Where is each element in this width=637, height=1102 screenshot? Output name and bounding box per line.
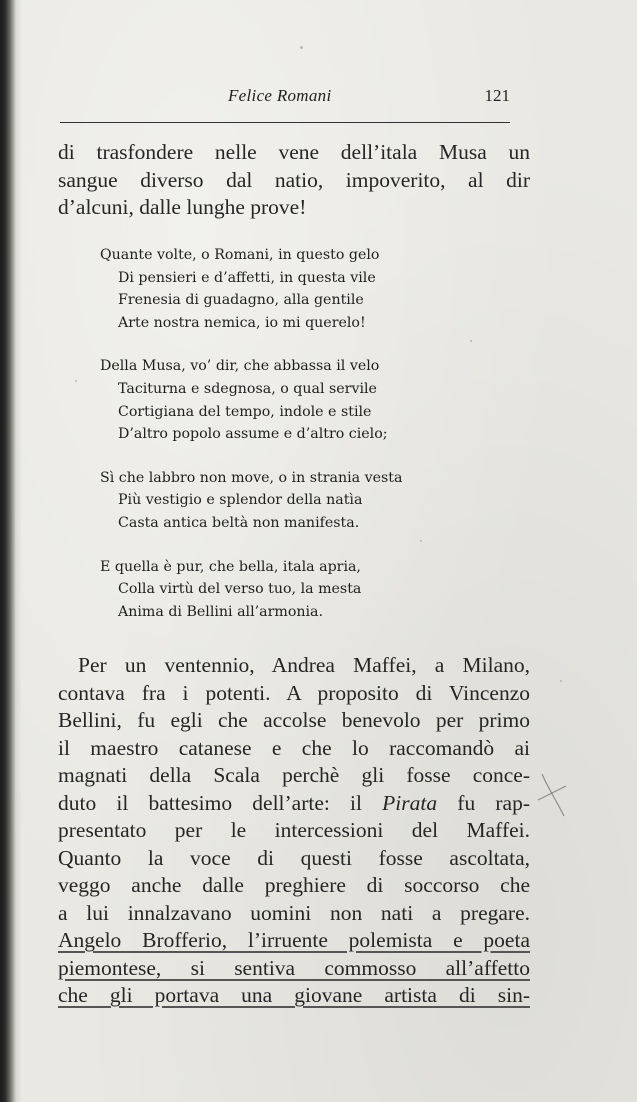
prose-line: d’alcuni, dalle lunghe prove! [58,195,307,219]
paper-speck [420,540,422,542]
verse-line: Colla virtù del verso tuo, la mesta [118,581,362,598]
verse-line: Cortigiana del tempo, indole e stile [118,403,372,420]
verse-line: Di pensieri e d’affetti, in questa vile [118,269,376,286]
verse-line: E quella è pur, che bella, itala apria, [100,558,361,575]
pencil-cross-mark-icon [534,770,574,820]
prose-line: Quanto la voce di questi fosse ascoltata, [58,845,530,870]
prose-line: Bellini, fu egli che accolse benevolo per primo [58,708,530,732]
paper-speck [560,680,562,682]
header-rule [60,122,510,123]
verse-line: Sì che labbro non move, o in strania vesta [100,469,403,486]
prose-line-underlined: Angelo Brofferio, l’irruente polemista e poeta [58,928,530,952]
prose-line: contava fra i potenti. A proposito di Vincenzo [58,680,530,705]
tercet-1 [100,467,520,535]
tercet-2 [100,556,520,624]
verse-line: Frenesia di guadagno, alla gentile [118,292,364,309]
verse-line: D’altro popolo assume e d’altro cielo; [118,426,388,443]
prose-paragraph-bottom [58,652,530,1010]
prose-line: veggo anche dalle preghiere di soccorso che [58,873,530,897]
quatrain-1 [100,244,520,334]
prose-line: di trasfondere nelle vene dell’itala Musa un [58,140,530,164]
book-binding-shadow [0,0,22,1102]
prose-line [58,790,530,818]
running-title: Felice Romani [228,86,332,105]
prose-fragment: fu rap- [437,790,530,815]
verse-line: Della Musa, vo’ dir, che abbassa il velo [100,358,380,375]
prose-line: magnati della Scala perchè gli fosse conce- [58,763,530,787]
paper-speck [470,340,472,342]
sonnet [100,244,520,644]
quatrain-2 [100,355,520,445]
verse-line: Anima di Bellini all’armonia. [118,603,324,620]
prose-line-underlined: piemontese, si sentiva commosso all’affetto [58,955,530,980]
prose-line: presentato per le intercessioni del Maffei. [58,818,530,842]
paper-speck [75,380,77,382]
prose-fragment: duto il battesimo dell’arte: il [58,790,383,815]
prose-paragraph-top [58,139,530,222]
paper-speck [300,46,303,49]
page-number: 121 [484,86,510,105]
verse-line: Casta antica beltà non manifesta. [118,514,360,531]
prose-line: Per un ventennio, Andrea Maffei, a Milano, [78,653,530,677]
prose-line: il maestro catanese e che lo raccomandò ai [58,735,530,760]
running-head [60,86,510,112]
opera-title-pirata: Pirata [382,790,438,815]
prose-line: sangue diverso dal natio, impoverito, al dir [58,167,530,192]
prose-line-underlined: che gli portava una giovane artista di sin- [58,983,530,1007]
verse-line: Quante volte, o Romani, in questo gelo [100,247,380,263]
verse-line: Taciturna e sdegnosa, o qual servile [118,380,377,397]
verse-line: Arte nostra nemica, io mi querelo! [118,314,366,331]
prose-line: a lui innalzavano uomini non nati a pregare. [58,900,530,925]
verse-line: Più vestigio e splendor della natìa [118,492,363,509]
